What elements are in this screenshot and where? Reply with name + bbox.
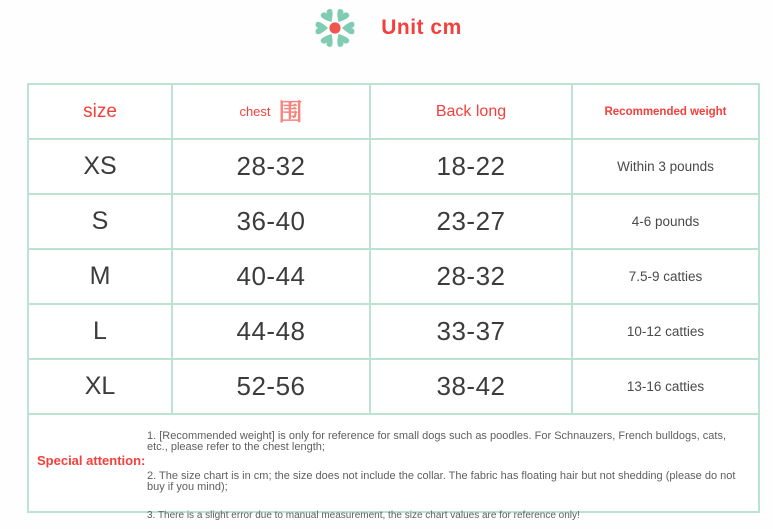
weight-cell: 13-16 catties	[573, 360, 758, 415]
note-item: 2. The size chart is in cm; the size does not include the collar. The fabric has floating hair but not shedding (please do not buy if you mind);	[147, 470, 736, 493]
back-long-cell: 33-37	[371, 305, 573, 360]
back-long-cell: 18-22	[371, 140, 573, 195]
weight-cell: 4-6 pounds	[573, 195, 758, 250]
back-long-cell: 38-42	[371, 360, 573, 415]
size-table-grid	[29, 85, 758, 415]
chest-cell: 52-56	[173, 360, 371, 415]
size-cell: M	[29, 250, 173, 305]
size-cell: XS	[29, 140, 173, 195]
size-cell: XL	[29, 360, 173, 415]
special-attention-label: Special attention:	[37, 453, 146, 468]
chest-cell: 40-44	[173, 250, 371, 305]
notes-list	[147, 426, 744, 526]
column-header-chest	[173, 85, 371, 140]
weight-cell: 10-12 catties	[573, 305, 758, 360]
size-table	[27, 83, 760, 521]
page-title: Unit cm	[381, 16, 462, 39]
column-header-chest-label: chest	[239, 104, 271, 119]
note-item: 3. There is a slight error due to manual measurement, the size chart values are for reference only!	[147, 510, 580, 521]
flower-icon	[311, 4, 359, 52]
title-bar	[0, 4, 773, 52]
size-cell: L	[29, 305, 173, 360]
size-cell: S	[29, 195, 173, 250]
back-long-cell: 23-27	[371, 195, 573, 250]
column-header-recommended-weight: Recommended weight	[573, 85, 758, 140]
weight-cell: 7.5-9 catties	[573, 250, 758, 305]
chest-cell: 28-32	[173, 140, 371, 195]
column-header-back-long: Back long	[371, 85, 573, 140]
back-long-cell: 28-32	[371, 250, 573, 305]
column-header-size: size	[29, 85, 173, 140]
weight-cell: Within 3 pounds	[573, 140, 758, 195]
chest-cell: 36-40	[173, 195, 371, 250]
chest-girth-stamp: 围	[278, 97, 303, 126]
chest-cell: 44-48	[173, 305, 371, 360]
note-item: 1. [Recommended weight] is only for reference for small dogs such as poodles. For Schnauzers, French bulldogs, cats, etc., please refer to the chest length;	[147, 430, 727, 453]
special-attention-section	[29, 415, 758, 521]
